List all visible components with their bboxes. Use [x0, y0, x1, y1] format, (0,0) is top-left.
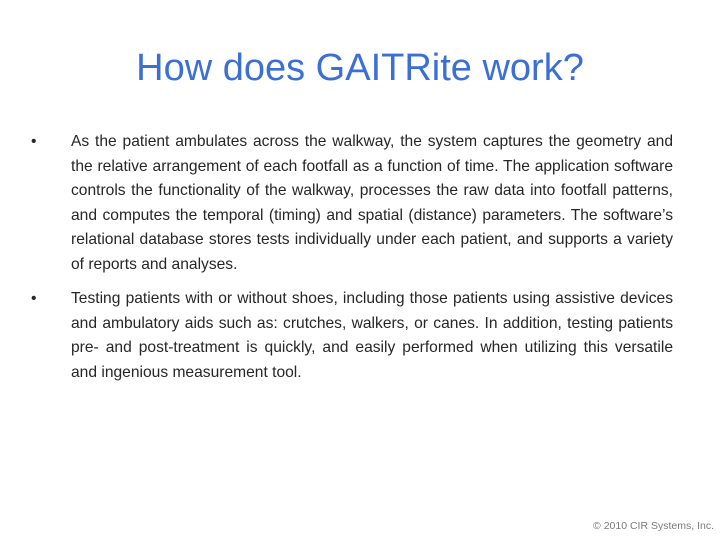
bullet-list	[28, 130, 673, 395]
bullet-marker: •	[31, 290, 37, 307]
bullet-marker: •	[31, 133, 37, 150]
bullet-text: As the patient ambulates across the walkway, the system captures the geometry and the relative arrangement of each footfall as a function of time. The application software controls the functionality of the walkway, processes the raw data into footfall patterns, and computes the temporal (timing) and spatial (distance) parameters. The software’s relational database stores tests individually under each patient, and supports a variety of reports and analyses.	[71, 133, 673, 273]
bullet-text: Testing patients with or without shoes, including those patients using assistive devices and ambulatory aids such as: crutches, walkers, or canes. In addition, testing patients pre- and post-treatment is quickly, and easily performed when utilizing this versatile and ingenious measurement tool.	[71, 290, 673, 381]
slide-title: How does GAITRite work?	[136, 47, 584, 89]
bullet-item-testing	[28, 287, 673, 385]
copyright-footer: © 2010 CIR Systems, Inc.	[593, 520, 714, 532]
bullet-item-walkway	[28, 130, 673, 277]
